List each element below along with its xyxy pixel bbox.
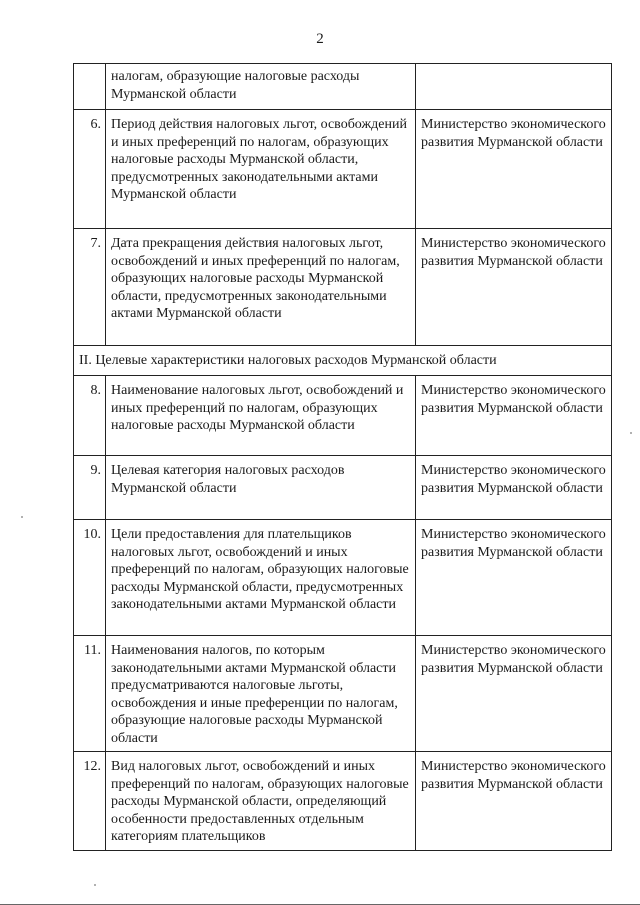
row-number: 6.	[74, 110, 106, 229]
scan-speck	[630, 432, 632, 434]
row-responsible: Министерство экономического развития Мурманской области	[416, 376, 612, 456]
row-number: 7.	[74, 229, 106, 346]
table-row	[74, 376, 612, 456]
row-number: 10.	[74, 520, 106, 636]
table-row	[74, 110, 612, 229]
table-row	[74, 752, 612, 851]
table-row	[74, 456, 612, 520]
row-number: 9.	[74, 456, 106, 520]
row-description: Период действия налоговых льгот, освобождений и иных преференций по налогам, образующих налоговые расходы Мурманской области, предусмотренных законодательными актами Мурманской области	[106, 110, 416, 229]
table-row	[74, 64, 612, 110]
row-number: 12.	[74, 752, 106, 851]
row-number	[74, 64, 106, 110]
row-description: Целевая категория налоговых расходов Мурманской области	[106, 456, 416, 520]
row-description: Наименования налогов, по которым законодательными актами Мурманской области предусматриваются налоговые льготы, освобождения и иные преференции по налогам, образующие налоговые расходы Мурманской области	[106, 636, 416, 752]
row-description: Вид налоговых льгот, освобождений и иных преференций по налогам, образующих налоговые расходы Мурманской области, определяющий особенности предоставленных отдельным категориям плательщиков	[106, 752, 416, 851]
page-number: 2	[316, 31, 324, 47]
table-row	[74, 520, 612, 636]
row-description: Дата прекращения действия налоговых льгот, освобождений и иных преференций по налогам, образующих налоговые расходы Мурманской области, предусмотренных законодательными актами Мурманской области	[106, 229, 416, 346]
row-responsible	[416, 64, 612, 110]
table-row	[74, 636, 612, 752]
row-responsible: Министерство экономического развития Мурманской области	[416, 520, 612, 636]
row-responsible: Министерство экономического развития Мурманской области	[416, 229, 612, 346]
section-row	[74, 346, 612, 376]
scan-speck	[21, 516, 23, 518]
indicators-table	[73, 63, 612, 851]
row-description: Цели предоставления для плательщиков налоговых льгот, освобождений и иных преференций по налогам, образующих налоговые расходы Мурманской области, предусмотренных законодательными актами Мурманской области	[106, 520, 416, 636]
row-responsible: Министерство экономического развития Мурманской области	[416, 636, 612, 752]
row-description: налогам, образующие налоговые расходы Мурманской области	[106, 64, 416, 110]
table-row	[74, 229, 612, 346]
row-responsible: Министерство экономического развития Мурманской области	[416, 110, 612, 229]
row-description: Наименование налоговых льгот, освобождений и иных преференций по налогам, образующих налоговые расходы Мурманской области	[106, 376, 416, 456]
row-number: 8.	[74, 376, 106, 456]
row-number: 11.	[74, 636, 106, 752]
row-responsible: Министерство экономического развития Мурманской области	[416, 456, 612, 520]
section-heading: II. Целевые характеристики налоговых расходов Мурманской области	[74, 346, 612, 376]
scan-speck	[94, 884, 96, 886]
row-responsible: Министерство экономического развития Мурманской области	[416, 752, 612, 851]
